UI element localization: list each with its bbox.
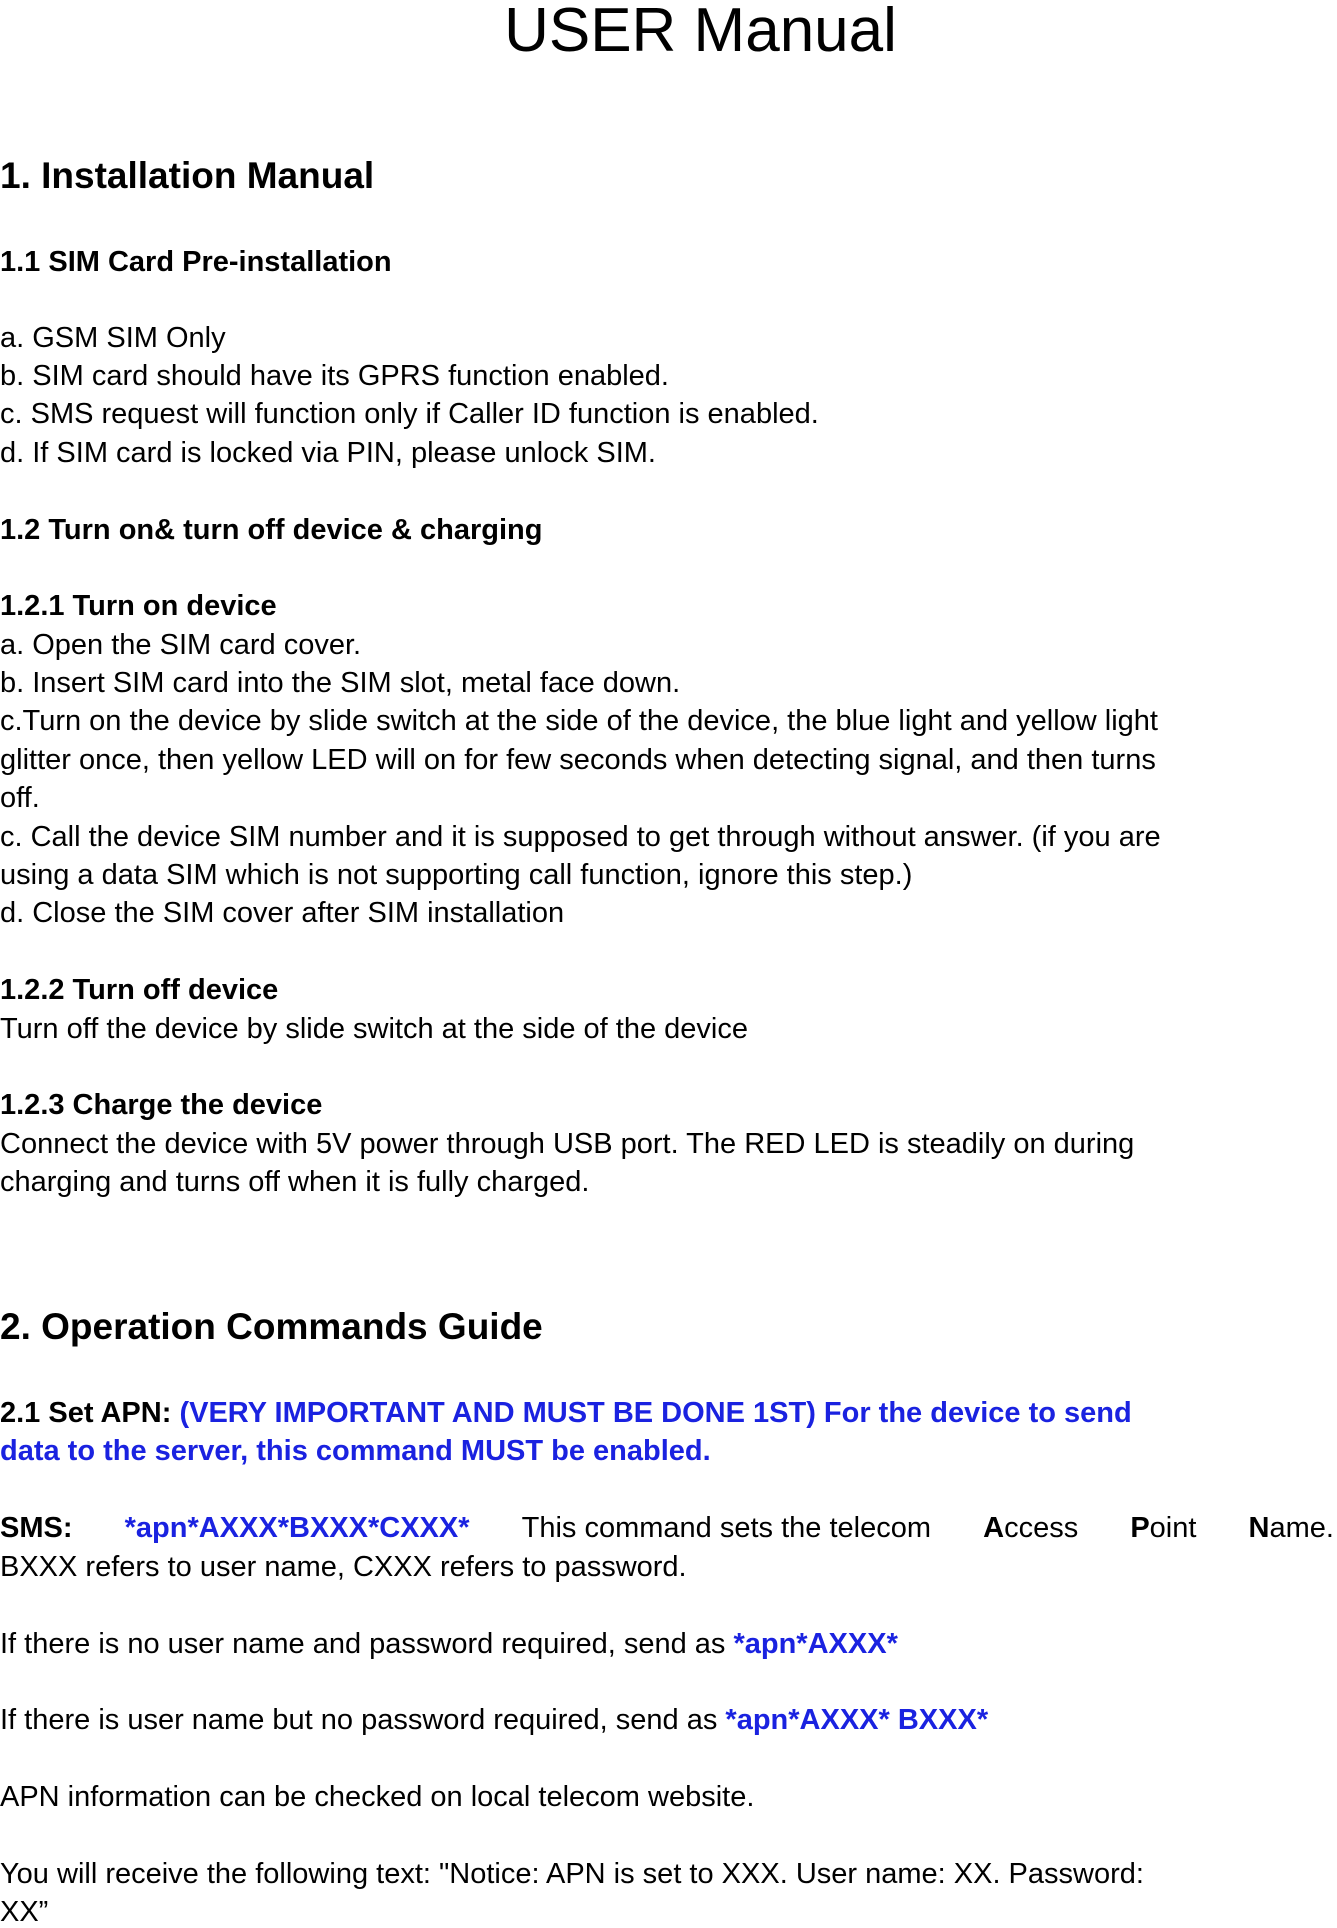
section-1-1-line: d. If SIM card is locked via PIN, please unlock SIM. bbox=[0, 437, 656, 469]
document-title: USER Manual bbox=[504, 0, 897, 65]
access-word: Access bbox=[983, 1512, 1079, 1544]
section-1-1-heading: 1.1 SIM Card Pre-installation bbox=[0, 246, 392, 278]
user-only-command: *apn*AXXX* BXXX* bbox=[725, 1704, 989, 1736]
sms-description: This command sets the telecom bbox=[521, 1512, 932, 1544]
section-1-2-2-heading: 1.2.2 Turn off device bbox=[0, 974, 279, 1006]
section-2-1-heading bbox=[0, 1399, 1337, 1428]
section-1-2-heading: 1.2 Turn on& turn off device & charging bbox=[0, 514, 543, 546]
user-only-instruction: If there is user name but no password required, send as *apn*AXXX* BXXX* bbox=[0, 1704, 989, 1736]
section-1-2-1-heading: 1.2.1 Turn on device bbox=[0, 590, 277, 622]
receive-text-line: You will receive the following text: "Notice: APN is set to XXX. User name: XX. Password: bbox=[0, 1858, 1144, 1890]
section-1-2-1-line: c. Call the device SIM number and it is supposed to get through without answer. (if you are bbox=[0, 821, 1161, 853]
section-1-1-line: b. SIM card should have its GPRS function enabled. bbox=[0, 360, 669, 392]
point-word: Point bbox=[1130, 1512, 1197, 1544]
section-1-2-1-line: d. Close the SIM cover after SIM installation bbox=[0, 897, 565, 929]
name-word: Name. bbox=[1248, 1512, 1334, 1544]
receive-text-line-continued: XX” bbox=[0, 1896, 49, 1928]
apn-important-note-continued: data to the server, this command MUST be enabled. bbox=[0, 1435, 711, 1467]
section-1-2-2-line: Turn off the device by slide switch at the side of the device bbox=[0, 1013, 748, 1045]
section-2-heading: 2. Operation Commands Guide bbox=[0, 1306, 543, 1347]
apn-info-line: APN information can be checked on local telecom website. bbox=[0, 1781, 755, 1813]
section-1-heading: 1. Installation Manual bbox=[0, 155, 375, 196]
section-1-2-3-heading: 1.2.3 Charge the device bbox=[0, 1089, 323, 1121]
sms-label: SMS: bbox=[0, 1512, 73, 1544]
section-1-2-1-line: a. Open the SIM card cover. bbox=[0, 629, 362, 661]
section-1-2-1-line: b. Insert SIM card into the SIM slot, metal face down. bbox=[0, 667, 681, 699]
section-1-1-line: c. SMS request will function only if Caller ID function is enabled. bbox=[0, 398, 819, 430]
no-user-instruction: If there is no user name and password required, send as *apn*AXXX* bbox=[0, 1628, 898, 1660]
section-1-2-1-line: using a data SIM which is not supporting call function, ignore this step.) bbox=[0, 859, 913, 891]
set-apn-label: 2.1 Set APN: bbox=[0, 1397, 180, 1429]
apn-important-note: (VERY IMPORTANT AND MUST BE DONE 1ST) For the device to send bbox=[179, 1397, 1132, 1429]
section-1-1-line: a. GSM SIM Only bbox=[0, 322, 226, 354]
section-1-2-1-line: glitter once, then yellow LED will on for few seconds when detecting signal, and then turns bbox=[0, 744, 1156, 776]
section-1-2-1-line: off. bbox=[0, 782, 40, 814]
sms-description-continued: BXXX refers to user name, CXXX refers to password. bbox=[0, 1551, 687, 1583]
section-1-2-3-line: charging and turns off when it is fully charged. bbox=[0, 1166, 590, 1198]
no-user-command: *apn*AXXX* bbox=[733, 1628, 898, 1660]
sms-command-line bbox=[0, 1514, 1334, 1543]
sms-command: *apn*AXXX*BXXX*CXXX* bbox=[124, 1512, 470, 1544]
section-1-2-1-line: c.Turn on the device by slide switch at the side of the device, the blue light and yellow light bbox=[0, 705, 1158, 737]
section-1-2-3-line: Connect the device with 5V power through USB port. The RED LED is steadily on during bbox=[0, 1128, 1135, 1160]
